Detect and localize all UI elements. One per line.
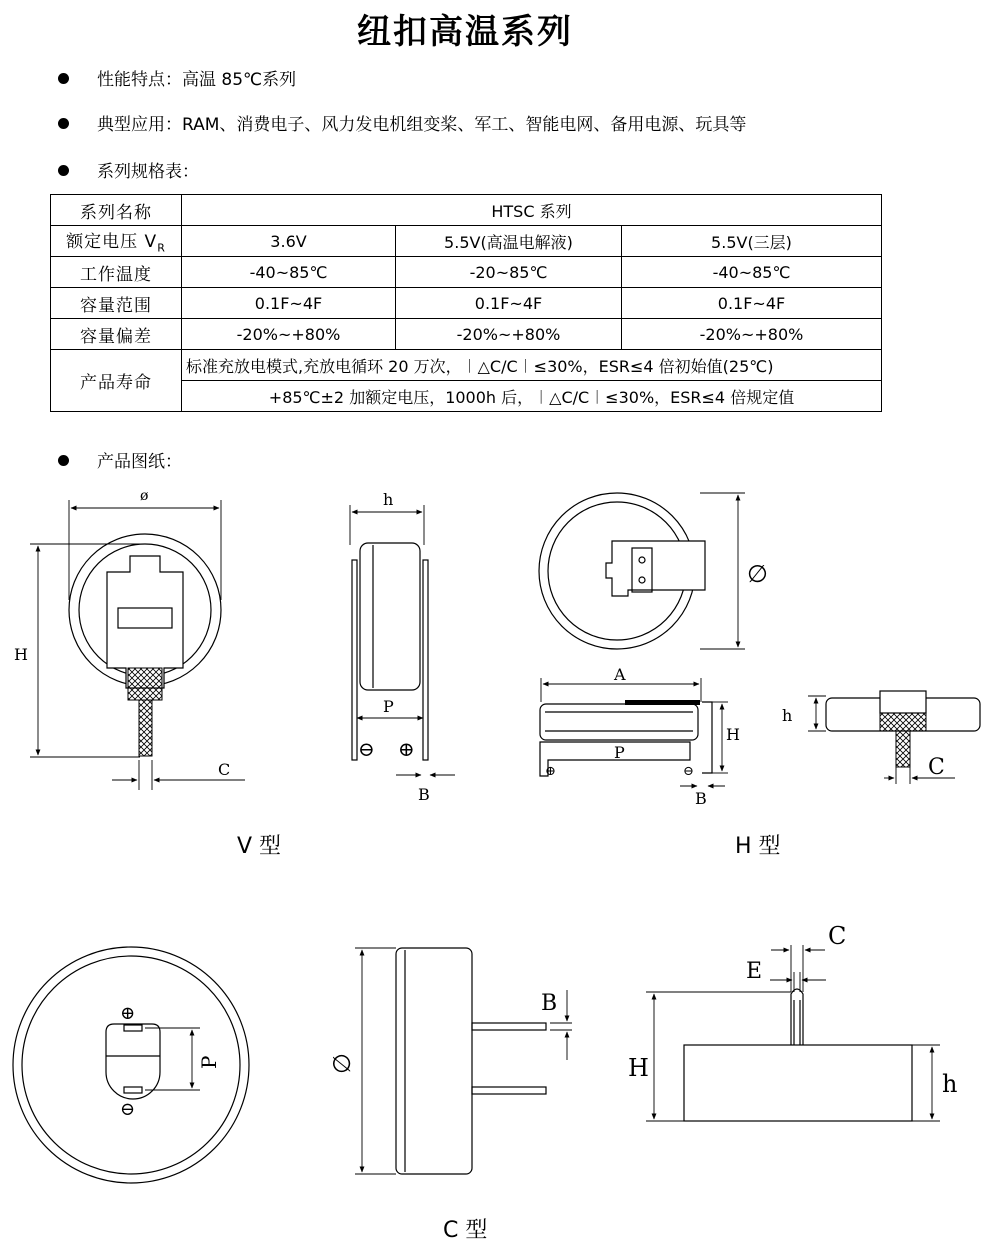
c-minus-icon: ⊖ (120, 1099, 136, 1120)
voltage-cell: 5.5V(三层) (622, 226, 882, 257)
page-title: 纽扣高温系列 (357, 12, 573, 52)
c-B-label: B (541, 991, 558, 1016)
v-side-lead-left (352, 560, 357, 760)
h-B-label: B (695, 789, 707, 808)
capacity-label: 容量范围 (51, 288, 182, 319)
c-C-label: C (828, 922, 847, 950)
h-H-label: H (726, 725, 740, 744)
life-line-2: +85℃±2 加额定电压，1000h 后，︱△C/C︱≤30%，ESR≤4 倍规定值 (182, 381, 882, 412)
temp-label: 工作温度 (51, 257, 182, 288)
h-small-weld (880, 713, 926, 731)
v-H-label: H (14, 645, 28, 664)
v-type-front-view (14, 488, 245, 790)
h-lead-bracket (702, 702, 712, 773)
voltage-label: 额定电压 $V_R$ (51, 226, 182, 257)
series-label: 系列名称 (51, 195, 182, 226)
h-type-small-view (782, 691, 980, 784)
h-side-body (540, 704, 698, 740)
c-type-side-view (328, 948, 572, 1174)
c-P-label: P (197, 1055, 221, 1069)
v-side-lead-right (423, 560, 428, 760)
c-H-label: H (628, 1054, 649, 1082)
c-type-label: C 型 (443, 1218, 488, 1243)
h-plus-icon: ⊕ (545, 764, 556, 779)
temp-cell: -20~85℃ (396, 257, 622, 288)
capacity-cell: 0.1F~4F (622, 288, 882, 319)
tolerance-label: 容量偏差 (51, 319, 182, 350)
c-lead-body (684, 1045, 912, 1121)
h-type-side-view (540, 665, 740, 808)
c-lead-pin (791, 989, 803, 1045)
h-small-h-label: h (782, 706, 793, 725)
c-diameter-label: ∅ (328, 1053, 356, 1074)
v-hatched-weld (128, 668, 162, 700)
features-text: 性能特点：高温 85℃系列 (97, 70, 297, 90)
h-diameter-label: ∅ (747, 560, 768, 588)
c-terminal-tab (106, 1024, 160, 1099)
spec-table-heading: 系列规格表： (97, 162, 199, 182)
h-type-label: H 型 (735, 834, 781, 859)
capacity-cell: 0.1F~4F (182, 288, 396, 319)
h-type-front-view (539, 493, 768, 649)
c-lead-bottom (472, 1087, 546, 1094)
c-plus-icon: ⊕ (120, 1003, 136, 1024)
tolerance-cell: -20%~+80% (182, 319, 396, 350)
v-type-label: V 型 (237, 834, 282, 859)
voltage-cell: 3.6V (182, 226, 396, 257)
applications-text: 典型应用：RAM、消费电子、风力发电机组变桨、军工、智能电网、备用电源、玩具等 (97, 115, 747, 135)
v-plus-icon: ⊕ (398, 737, 415, 761)
v-side-body (360, 543, 420, 690)
tolerance-cell: -20%~+80% (396, 319, 622, 350)
c-lead-top (472, 1023, 546, 1030)
v-h-label: h (383, 490, 394, 509)
v-diameter-label: ø (140, 488, 149, 504)
v-P-label: P (383, 697, 394, 716)
v-minus-icon: ⊖ (358, 737, 375, 761)
life-line-1: 标准充放电模式,充放电循环 20 万次，︱△C/C︱≤30%，ESR≤4 倍初始值(25℃) (182, 350, 882, 381)
h-P-label: P (614, 743, 625, 762)
h-minus-icon: ⊖ (683, 764, 694, 779)
capacity-cell: 0.1F~4F (396, 288, 622, 319)
h-small-pin (896, 731, 910, 767)
temp-cell: -40~85℃ (182, 257, 396, 288)
v-lead-pin (139, 700, 152, 756)
voltage-cell: 5.5V(高温电解液) (396, 226, 622, 257)
c-E-label: E (746, 959, 763, 984)
c-type-front-view (13, 947, 249, 1183)
h-terminal-tab (606, 541, 705, 596)
c-h-label: h (942, 1070, 958, 1098)
c-type-lead-view (628, 922, 957, 1121)
life-label: 产品寿命 (51, 350, 182, 412)
series-value: HTSC 系列 (182, 195, 882, 226)
v-B-label: B (418, 785, 430, 804)
v-type-side-view (350, 490, 455, 804)
tolerance-cell: -20%~+80% (622, 319, 882, 350)
h-A-label: A (614, 665, 626, 684)
v-C-label: C (218, 760, 231, 779)
c-side-body (396, 948, 472, 1174)
h-small-C-label: C (928, 755, 945, 780)
drawings-heading: 产品图纸： (97, 452, 182, 472)
temp-cell: -40~85℃ (622, 257, 882, 288)
